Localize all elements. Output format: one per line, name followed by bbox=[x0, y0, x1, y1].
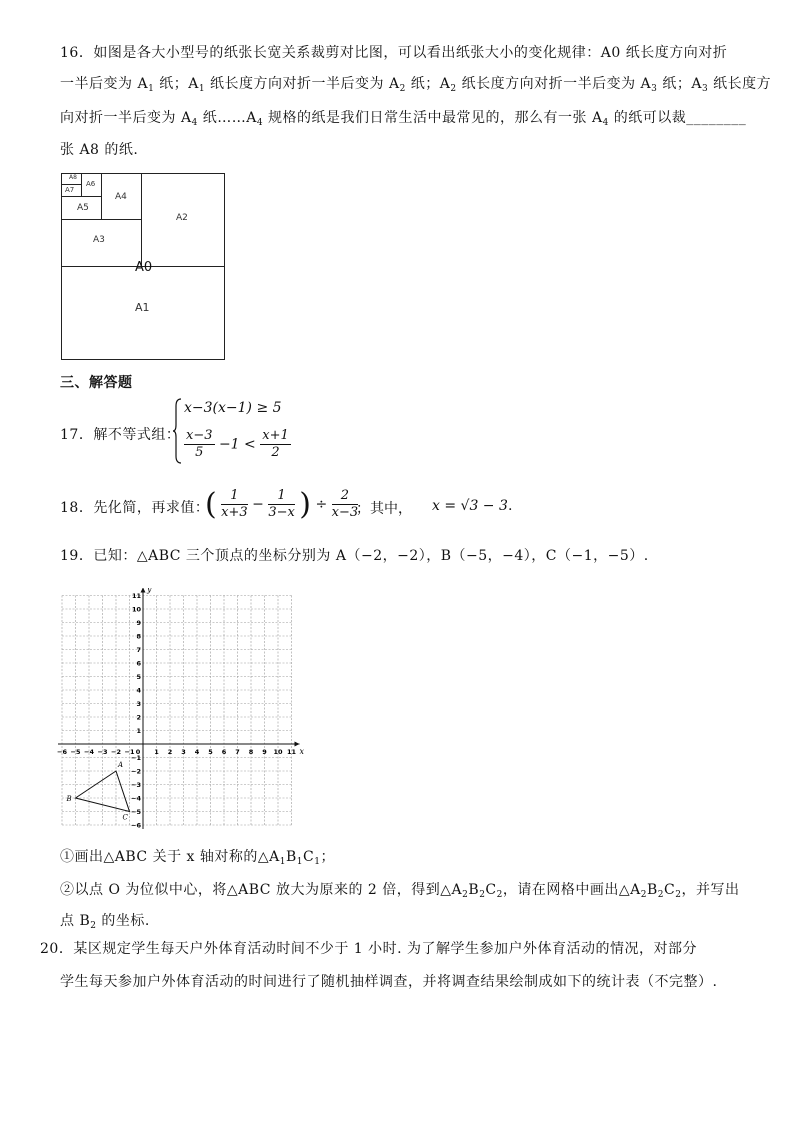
x-axis-arrow bbox=[295, 742, 300, 747]
label-a0: A0 bbox=[135, 260, 153, 275]
q18-where: ；其中， bbox=[356, 501, 412, 517]
y-tick-label: 8 bbox=[136, 632, 141, 641]
y-tick-label: −2 bbox=[131, 767, 141, 776]
x-tick-label: 1 bbox=[154, 748, 159, 756]
q18-prefix: 18．先化简，再求值： bbox=[60, 500, 210, 516]
q17-frac1: $\frac{x-3}{5}$ bbox=[186, 428, 213, 460]
x-tick-label: 7 bbox=[235, 748, 240, 756]
y-axis-arrow bbox=[141, 588, 146, 593]
x-tick-label: −1 bbox=[124, 748, 135, 756]
y-tick-label: −1 bbox=[131, 754, 141, 762]
label-a4: A4 bbox=[115, 192, 127, 202]
x-tick-label: 4 bbox=[194, 748, 200, 756]
q18-end: . bbox=[508, 498, 513, 514]
q20-line2: 学生每天参加户外体育活动的时间进行了随机抽样调查，并将调查结果绘制成如下的统计表（不完整）. bbox=[60, 974, 718, 990]
q18-frac2: $\frac{1}{3-x}$ bbox=[268, 488, 295, 520]
x-tick-label: 5 bbox=[208, 748, 213, 756]
q16-line4: 张 A8 的纸. bbox=[60, 142, 139, 158]
x-tick-label: −2 bbox=[111, 748, 121, 756]
y-axis-label: y bbox=[147, 588, 152, 594]
x-tick-label: 9 bbox=[262, 748, 267, 756]
x-tick-label: 2 bbox=[167, 748, 173, 756]
section-title: 三、解答题 bbox=[60, 375, 133, 391]
x-tick-label: 3 bbox=[181, 748, 186, 756]
paper-size-figure bbox=[61, 173, 225, 360]
q18-frac3: $\frac{2}{x-3}$ bbox=[331, 488, 359, 520]
q19-part2: ②以点 O 为位似中心，将△ABC 放大为原来的 2 倍，得到$\triangle A_2B_2C_2$，请在网格中画出$\triangle A_2B_2C_2$，并写出 bbox=[60, 882, 740, 900]
y-tick-label: 2 bbox=[136, 713, 141, 722]
q17-ineq2: $\frac{x-3}{5}$ −1 < $\frac{x+1}{2}$ bbox=[186, 428, 289, 460]
label-a5: A5 bbox=[77, 203, 89, 213]
y-tick-label: −6 bbox=[131, 821, 141, 830]
y-tick-label: 1 bbox=[136, 727, 141, 735]
x-tick-label: −5 bbox=[70, 748, 81, 756]
q17-brace bbox=[172, 398, 182, 464]
y-tick-label: 11 bbox=[131, 592, 141, 600]
q17-prefix: 17．解不等式组： bbox=[60, 427, 181, 443]
y-tick-label: 7 bbox=[136, 646, 141, 654]
x-tick-label: 10 bbox=[273, 748, 283, 756]
y-tick-label: 9 bbox=[136, 619, 141, 627]
vertex-label-c: C bbox=[122, 813, 128, 822]
label-a7: A7 bbox=[65, 186, 75, 194]
q17-ineq1: x−3(x−1) ≥ 5 bbox=[184, 400, 282, 416]
triangle-abc bbox=[76, 771, 130, 812]
x-tick-label: −6 bbox=[57, 748, 67, 756]
grid-svg bbox=[56, 588, 310, 830]
y-tick-label: 4 bbox=[136, 686, 141, 695]
label-a2: A2 bbox=[176, 213, 188, 223]
q18-value: x = √3 − 3 bbox=[432, 498, 508, 514]
q19-text: 19．已知：△ABC 三个顶点的坐标分别为 A（−2，−2），B（−5，−4），C（−1，−5）. bbox=[60, 548, 649, 564]
q19-part1: ①画出△ABC 关于 x 轴对称的$\triangle A_1B_1C_1$； bbox=[60, 849, 335, 867]
y-tick-label: −5 bbox=[131, 808, 141, 816]
y-tick-label: −4 bbox=[131, 794, 141, 803]
y-tick-label: −3 bbox=[131, 781, 141, 789]
y-tick-label: 5 bbox=[136, 673, 141, 681]
q17-frac2: $\frac{x+1}{2}$ bbox=[262, 428, 289, 460]
x-tick-label: 0 bbox=[135, 748, 141, 756]
x-tick-label: −4 bbox=[84, 748, 94, 756]
x-tick-label: −3 bbox=[97, 748, 108, 756]
label-a8: A8 bbox=[69, 174, 77, 181]
y-tick-label: 10 bbox=[131, 605, 141, 614]
x-tick-label: 11 bbox=[286, 748, 297, 756]
q20-line1: 20．某区规定学生每天户外体育活动时间不少于 1 小时. 为了解学生参加户外体育活动的情况，对部分 bbox=[40, 941, 698, 957]
y-tick-label: 3 bbox=[136, 700, 141, 708]
x-tick-label: 8 bbox=[248, 748, 254, 756]
vertex-label-b: B bbox=[66, 795, 72, 803]
q18-frac1: $\frac{1}{x+3}$ bbox=[221, 488, 248, 520]
coordinate-grid bbox=[56, 588, 310, 830]
q16-line2: 一半后变为 $A_1$ 纸；$A_1$ 纸长度方向对折一半后变为 $A_2$ 纸；$A_2$ 纸长度方向对折一半后变为 $A_3$ 纸；$A_3$ 纸长度方 bbox=[60, 76, 772, 94]
label-a1: A1 bbox=[135, 301, 150, 314]
q16-line3: 向对折一半后变为 $A_4$ 纸$\dots\dots A_4$ 规格的纸是我们日常生活中最常见的，那么有一张 $A_4$ 的纸可以裁________ bbox=[60, 110, 747, 128]
label-a3: A3 bbox=[93, 235, 105, 245]
q18-expression: ( $\frac{1}{x+3}$ − $\frac{1}{3-x}$ ) ÷ $\frac{2}{x-3}$ bbox=[205, 487, 359, 522]
q16-line1: 16．如图是各大小型号的纸张长宽关系裁剪对比图，可以看出纸张大小的变化规律：A0 纸长度方向对折 bbox=[60, 45, 728, 61]
q19-part2-line2: 点 $B_2$ 的坐标. bbox=[60, 913, 150, 931]
x-tick-label: 6 bbox=[221, 748, 227, 756]
vertex-label-a: A bbox=[118, 761, 124, 769]
y-tick-label: 6 bbox=[136, 659, 141, 668]
label-a6: A6 bbox=[86, 180, 96, 188]
x-axis-label: x bbox=[299, 747, 305, 756]
